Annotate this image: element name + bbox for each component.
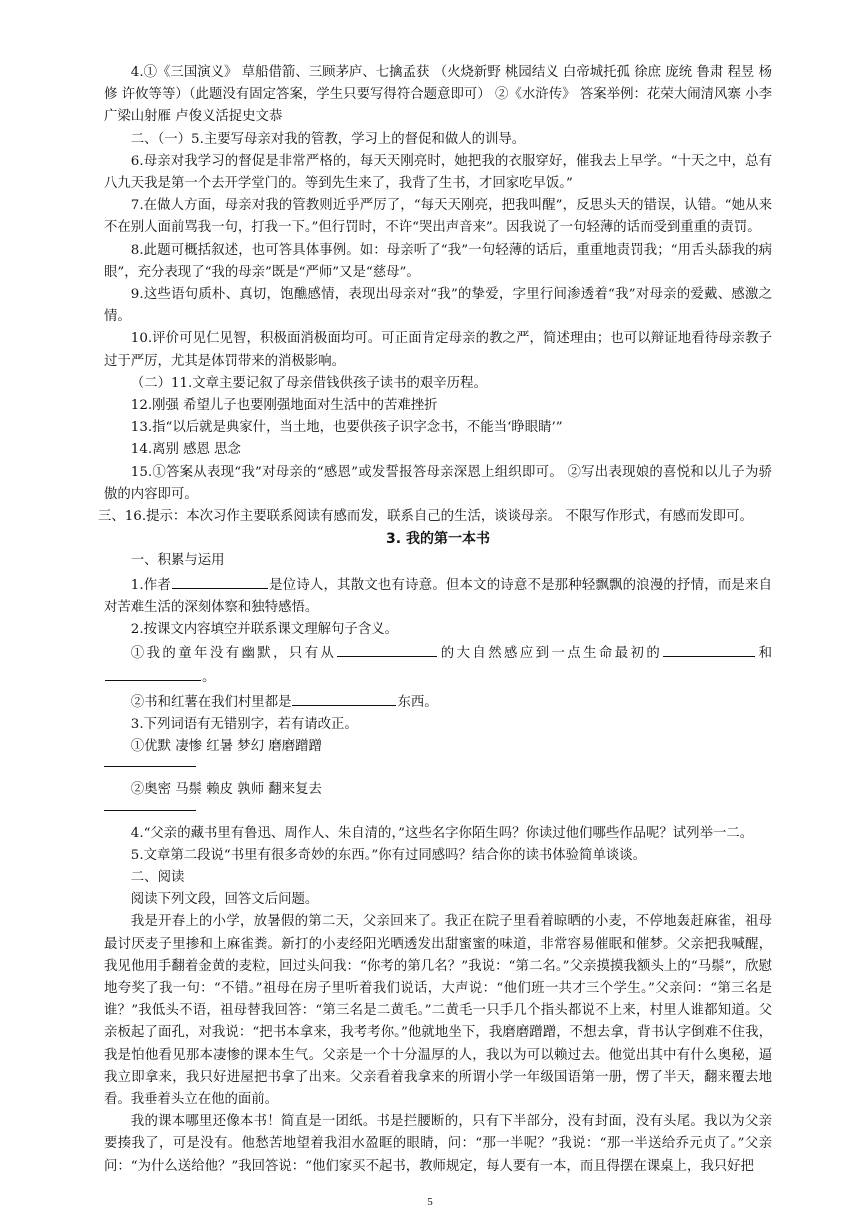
blank-2-1-a[interactable] — [337, 641, 437, 657]
reading-intro: 阅读下列文段，回答文后问题。 — [130, 892, 319, 908]
passage-paragraph-2: 我的课本哪里还像本书！简直是一团纸。书是拦腰断的，只有下半部分，没有封面，没有头尾。我以为父亲要揍我了，可是没有。他愁苦地望着我泪水盈眶的眼睛，问：“那一半呢？”我说：“那一半送给乔元贞了。”父亲问：“为什么送给他？”我回答说：“他们家买不起书，教师规定，每人要有一本，而且得摆在课桌上，我只好把 — [104, 1114, 772, 1174]
question-5: 5.文章第二段说“书里有很多奇妙的东西。”你有过同感吗？结合你的读书体验简单谈谈。 — [130, 847, 647, 863]
page-number: 5 — [427, 1196, 433, 1208]
question-2-1: ①我的童年没有幽默，只有从 的大自然感应到一点生命最初的 和。 — [104, 641, 772, 689]
answer-line-9: 9.这些语句质朴、真切，饱醮感情，表现出母亲对“我”的挚爱，字里行间渗透着“我”对母亲的爱戴、感激之情。 — [104, 287, 772, 325]
document-page — [98, 62, 773, 1178]
question-1: 1.作者 是位诗人，其散文也有诗意。但本文的诗意不是那种轻飘飘的浪漫的抒情，而是来自对苦难生活的深刻体察和独特感悟。 — [104, 573, 772, 619]
answer-line-5: 二、（一）5.主要写母亲对我的管教，学习上的督促和做人的训导。 — [130, 131, 526, 147]
blank-2-1-b[interactable] — [663, 641, 755, 657]
question-3-1: ①优默 凄惨 红暑 梦幻 磨磨蹭蹭 — [130, 739, 322, 755]
answer-line-4: 4.①《三国演义》 草船借箭、三顾茅庐、七擒孟获 （火烧新野 桃园结义 白帝城托孤 徐庶 庞统 鲁肃 程昱 杨修 许攸等等）（此题没有固定答案，学生只要写得符合题意即可） ②《水浒传》 答案举例：花荣大闹清风寨 小李广梁山射雁 卢俊义活捉史文恭 — [104, 65, 772, 125]
passage-paragraph-1: 我是开春上的小学，放暑假的第二天，父亲回来了。我正在院子里看着晾晒的小麦，不停地轰赶麻雀，祖母最讨厌麦子里掺和上麻雀粪。新打的小麦经阳光晒透发出甜蜜蜜的味道，非常容易催眠和催梦。父亲把我喊醒，我见他用手翻着金黄的麦粒，回过头问我：“你考的第几名？”我说：“第二名。”父亲摸摸我额头上的“马鬃”，欣慰地夸奖了我一句：“不错。”祖母在房子里听着我们说话，大声说：“他们班一共才三个学生。”父亲问：“第三名是谁？”我低头不语，祖母替我回答：“第三名是二黄毛。”二黄毛一只手几个指头都说不上来，村里人谁都知道。父亲板起了面孔，对我说：“把书本拿来，我考考你。”他就地坐下，我磨磨蹭蹭，不想去拿，背书认字倒难不住我，我是怕他看见那本凄惨的课本生气。父亲是一个十分温厚的人，我以为可以赖过去。他觉出其中有什么奥秘，逼我立即拿来，我只好进屋把书拿了出来。父亲看着我拿来的所谓小学一年级国语第一册，愣了半天，翻来覆去地看。我垂着头立在他的面前。 — [104, 914, 772, 1107]
answer-line-6: 6.母亲对我学习的督促是非常严格的，每天天刚亮时，她把我的衣服穿好，催我去上早学。“十天之中，总有八九天我是第一个去开学堂门的。等到先生来了，我背了生书，才回家吃早饭。” — [104, 153, 772, 192]
answer-line-3-2[interactable] — [104, 802, 196, 811]
answer-line-10: 10.评价可见仁见智，积极面消极面均可。可正面肯定母亲的教之严，简述理由；也可以辩证地看待母亲教子过于严厉，尤其是体罚带来的消极影响。 — [104, 331, 772, 369]
blank-2-2[interactable] — [292, 690, 396, 706]
answer-line-16: 三、16.提示：本次习作主要联系阅读有感而发，联系自己的生活，谈谈母亲。 不限写作形式，有感而发即可。 — [98, 509, 753, 525]
answer-line-13: 13.指“以后就是典家什，当土地，也要供孩子识字念书，不能当‘睁眼睛’” — [130, 420, 563, 436]
question-4: 4.“父亲的藏书里有鲁迅、周作人、朱自清的，”这些名字你陌生吗？你读过他们哪些作品呢？试列举一二。 — [130, 825, 754, 841]
answer-line-12: 12.刚强 希望儿子也要刚强地面对生活中的苦难挫折 — [130, 398, 438, 414]
question-2: 2.按课文内容填空并联系课文理解句子含义。 — [130, 622, 398, 638]
question-3-2: ②奥密 马鬃 赖皮 孰师 翻来复去 — [130, 782, 322, 798]
answer-line-15: 15.①答案从表现“我”对母亲的“感恩”或发誓报答母亲深恩上组织即可。 ②写出表现娘的喜悦和以儿子为骄傲的内容即可。 — [104, 464, 772, 502]
answer-line-14: 14.离别 感恩 思念 — [130, 442, 241, 458]
part2-heading: 二、阅读 — [130, 869, 185, 885]
part1-heading: 一、积累与运用 — [130, 553, 225, 569]
answer-line-7: 7.在做人方面，母亲对我的管教则近乎严厉了，“每天天刚亮，把我叫醒”，反思头天的错误，认错。“她从来不在别人面前骂我一句，打我一下。”但行罚时，不许“哭出声音来”。因我说了一句轻薄的话而受到重重的责罚。 — [104, 198, 772, 236]
answer-line-8: 8.此题可概括叙述，也可答具体事例。如：母亲听了“我”一句轻薄的话后，重重地责罚我；“用舌头舔我的病眼”，充分表现了“我的母亲”既是“严师”又是“慈母”。 — [104, 242, 772, 280]
blank-author[interactable] — [172, 573, 268, 589]
section-title: 3. 我的第一本书 — [386, 531, 490, 548]
answer-line-11: （二）11.文章主要记叙了母亲借钱供孩子读书的艰辛历程。 — [130, 375, 487, 391]
answer-line-3-1[interactable] — [104, 758, 196, 767]
blank-2-1-c[interactable] — [105, 665, 201, 681]
question-2-2: ②书和红薯在我们村里都是 东西。 — [104, 690, 772, 714]
question-3: 3.下列词语有无错别字，若有请改正。 — [130, 716, 358, 732]
